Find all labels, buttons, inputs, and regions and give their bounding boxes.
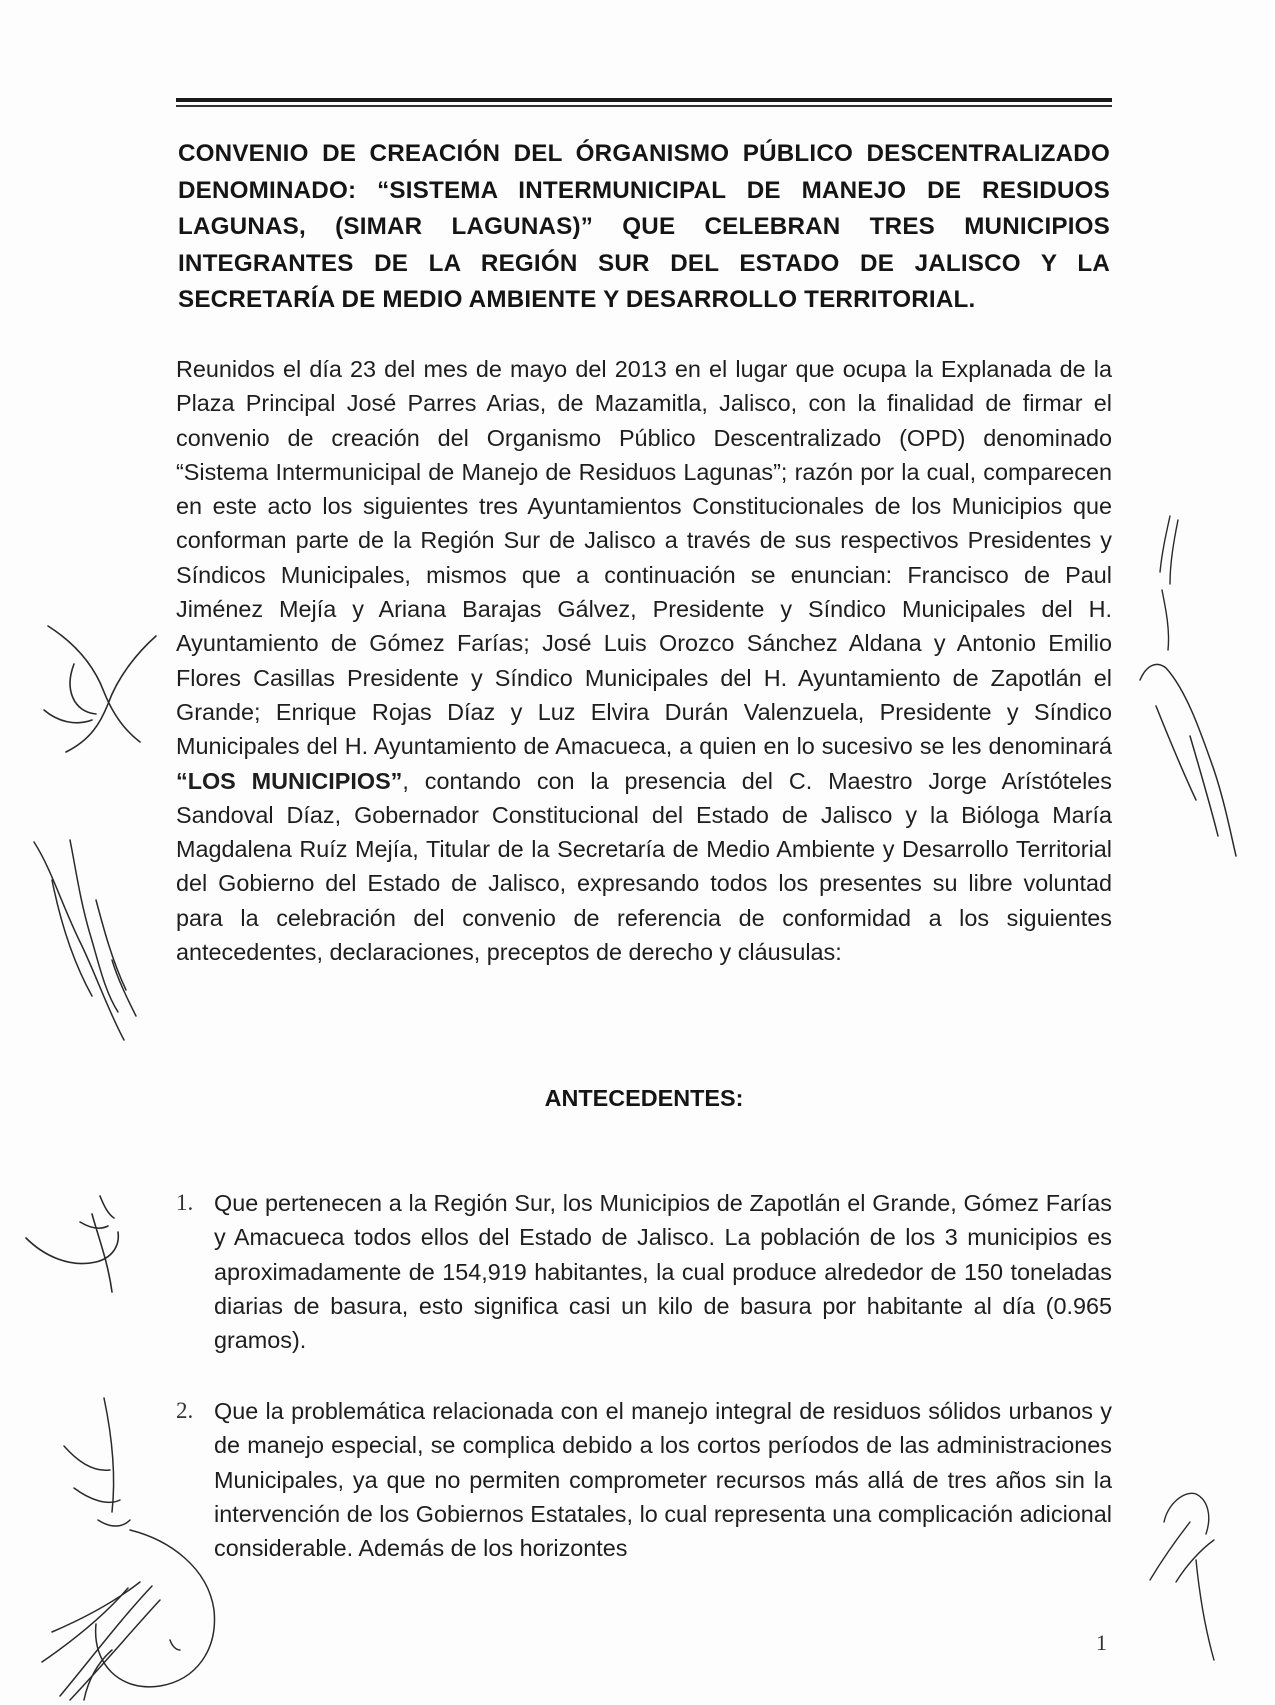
signature-right-1 (1160, 516, 1178, 650)
document-title: CONVENIO DE CREACIÓN DEL ÓRGANISMO PÚBLICO DESCENTRALIZADO DENOMINADO: “SISTEMA INTERMUNICIPAL DE MANEJO DE RESIDUOS LAGUNAS, (SIMAR LAGUNAS)” QUE CELEBRAN TRES MUNICIPIOS INTEGRANTES DE LA REGIÓN SUR DEL ESTADO DE JALISCO Y LA SECRETARÍA DE MEDIO AMBIENTE Y DESARROLLO TERRITORIAL. (178, 140, 1110, 313)
header-rule-thin (176, 105, 1112, 107)
header-rule (176, 98, 1112, 108)
list-item-number: 1. (176, 1190, 194, 1215)
signature-right-3 (1150, 1493, 1214, 1660)
intro-text-part-2: , contando con la presencia del C. Maestro Jorge Arístóteles Sandoval Díaz, Gobernador Constitucional del Estado de Jalisco y la Bióloga María Magdalena Ruíz Mejía, Titular de la Secretaría de Medio Ambiente y Desarrollo Territorial del Gobierno del Estado de Jalisco, expresando todos los presentes su libre voluntad para la celebración del convenio de referencia de conformidad a los siguientes antecedentes, declaraciones, preceptos de derecho y cláusulas: (176, 767, 1112, 966)
signature-left-2 (34, 840, 136, 1040)
intro-emphasis: “LOS MUNICIPIOS” (176, 767, 403, 794)
page-number: 1 (1096, 1630, 1107, 1655)
list-item (176, 1186, 1112, 1357)
signature-left-4 (64, 1398, 130, 1526)
list-item-text: Que la problemática relacionada con el manejo integral de residuos sólidos urbanos y de manejo especial, se complica debido a los cortos períodos de las administraciones Municipales, ya que no permiten comprometer recursos más allá de tres años sin la intervención de los Gobiernos Estatales, lo cual representa una complicación adicional considerable. Además de los horizontes (214, 1398, 1112, 1562)
list-item-text: Que pertenecen a la Región Sur, los Municipios de Zapotlán el Grande, Gómez Farías y Amacueca todos ellos del Estado de Jalisco. La población de los 3 municipios es aproximadamente de 154,919 habitantes, la cual produce alrededor de 150 toneladas diarias de basura, esto significa casi un kilo de basura por habitante al día (0.965 gramos). (214, 1190, 1112, 1354)
header-rule-thick (176, 98, 1112, 102)
signature-right-2 (1140, 664, 1236, 856)
section-heading-antecedentes: ANTECEDENTES: (544, 1085, 744, 1111)
list-item-number: 2. (176, 1398, 194, 1423)
list-item (176, 1394, 1112, 1565)
signature-left-1 (44, 626, 156, 752)
intro-text-part-1: Reunidos el día 23 del mes de mayo del 2013 en el lugar que ocupa la Explanada de la Plaza Principal José Parres Arias, de Mazamitla, Jalisco, con la finalidad de firmar el convenio de creación del Organismo Público Descentralizado (OPD) denominado “Sistema Intermunicipal de Manejo de Residuos Lagunas”; razón por la cual, comparecen en este acto los siguientes tres Ayuntamientos Constitucionales de los Municipios que conforman parte de la Región Sur de Jalisco a través de sus respectivos Presidentes y Síndicos Municipales, mismos que a continuación se enuncian: Francisco de Paul Jiménez Mejía y Ariana Barajas Gálvez, Presidente y Síndico Municipales del H. Ayuntamiento de Gómez Farías; José Luis Orozco Sánchez Aldana y Antonio Emilio Flores Casillas Presidente y Síndico Municipales del H. Ayuntamiento de Zapotlán el Grande; Enrique Rojas Díaz y Luz Elvira Durán Valenzuela, Presidente y Síndico Municipales del H. Ayuntamiento de Amacueca, a quien en lo sucesivo se les denominará (176, 356, 1112, 760)
intro-paragraph (176, 352, 1112, 969)
signature-left-3 (26, 1196, 118, 1292)
